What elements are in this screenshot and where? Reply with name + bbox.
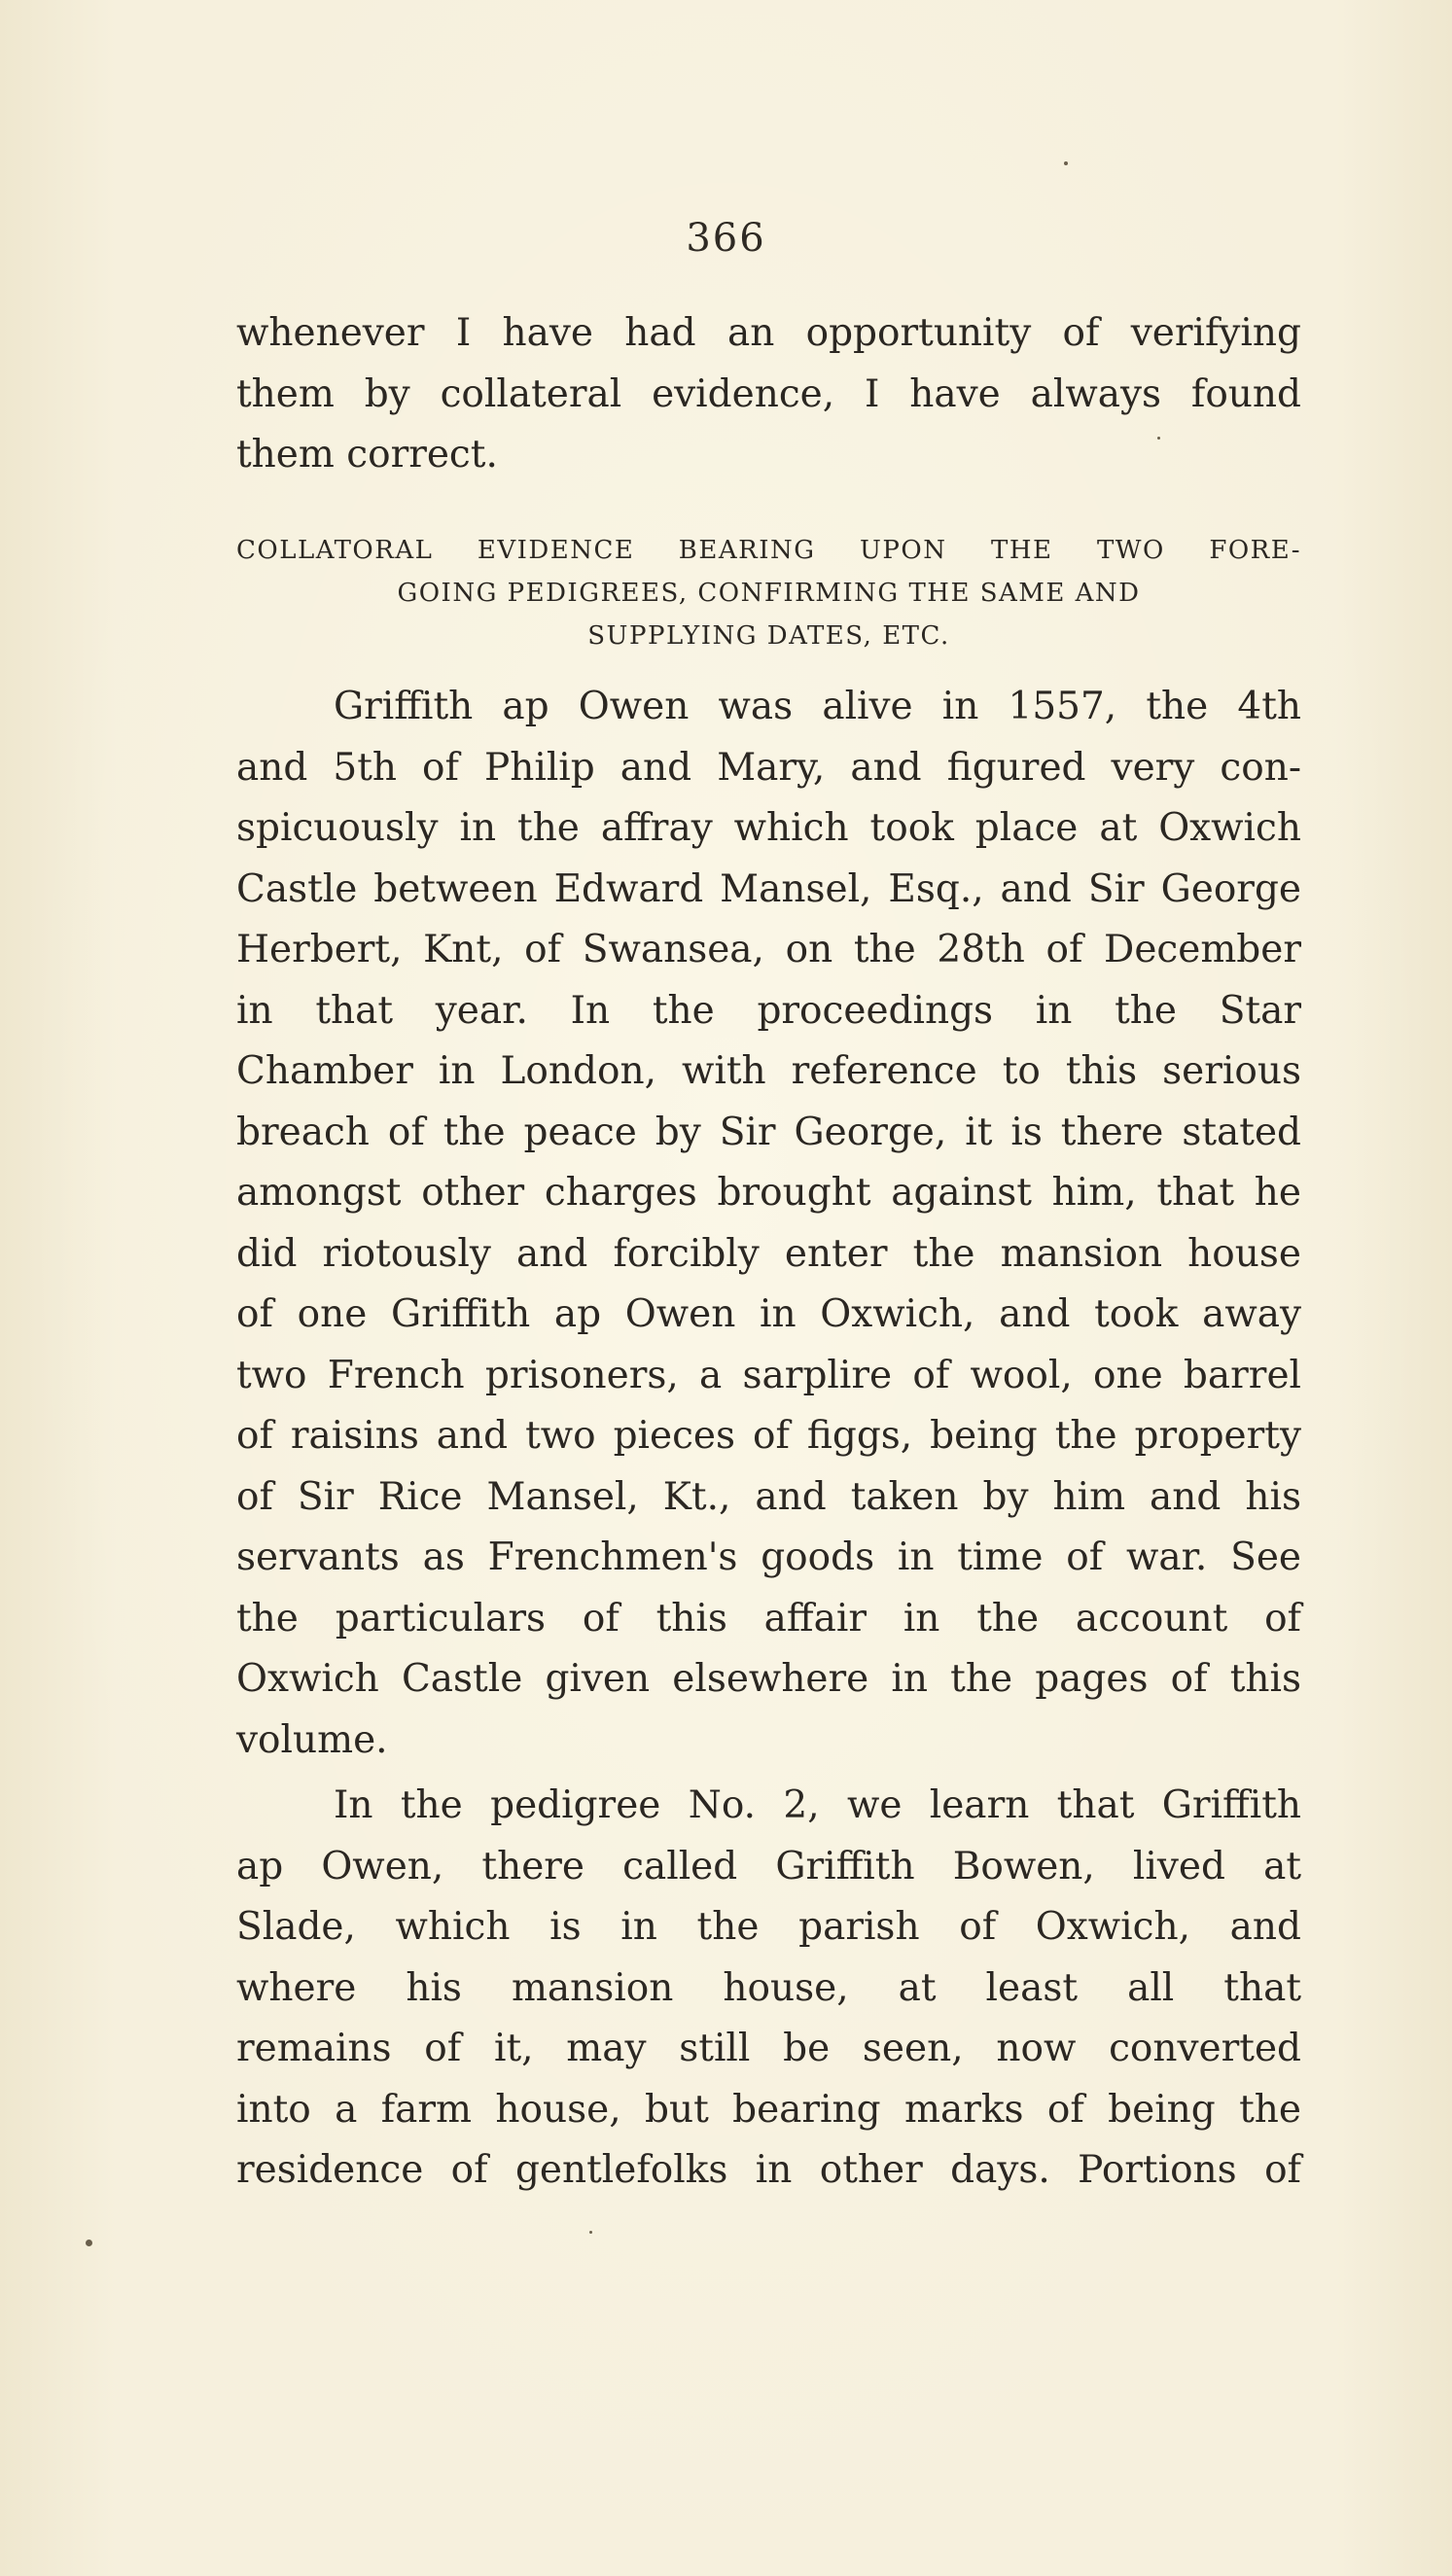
text-line: of Sir Rice Mansel, Kt., and taken by him and his [236,1474,1301,1519]
continuation-paragraph [236,303,1301,486]
text-line: amongst other charges brought against him, that he [236,1171,1301,1215]
paragraph-2 [236,1776,1301,2202]
text-line: of one Griffith ap Owen in Oxwich, and took away [236,1292,1301,1336]
paper-speck [86,2240,92,2246]
text-line: where his mansion house, at least all that [236,1965,1301,2010]
section-heading [236,529,1301,657]
text-line: Oxwich Castle given elsewhere in the pages of this [236,1657,1301,1701]
paper-speck [1157,437,1160,440]
text-line: Chamber in London, with reference to this serious [236,1049,1301,1093]
text-line: them correct. [236,433,498,476]
heading-line: COLLATORAL EVIDENCE BEARING UPON THE TWO FORE- [236,536,1301,565]
heading-line: SUPPLYING DATES, ETC. [587,621,950,651]
text-line: of raisins and two pieces of figgs, being the property [236,1414,1301,1458]
paragraph-1 [236,677,1301,1771]
text-line: volume. [236,1717,388,1762]
text-line: the particulars of this affair in the account of [236,1596,1301,1641]
text-line: Slade, which is in the parish of Oxwich, and [236,1905,1301,1949]
paper-speck [589,2231,592,2234]
text-line: whenever I have had an opportunity of verifying [236,311,1301,355]
text-line: did riotously and forcibly enter the mansion house [236,1231,1301,1276]
text-line: Griffith ap Owen was alive in 1557, the 4th [334,685,1301,728]
text-line: Herbert, Knt, of Swansea, on the 28th of December [236,928,1301,971]
text-line: and 5th of Philip and Mary, and figured very con- [236,745,1301,790]
heading-line: GOING PEDIGREES, CONFIRMING THE SAME AND [397,579,1141,608]
text-line: residence of gentlefolks in other days. Portions of [236,2148,1301,2192]
text-line: remains of it, may still be seen, now converted [236,2027,1301,2070]
paper-speck [1064,161,1068,165]
text-line: breach of the peace by Sir George, it is there stated [236,1110,1301,1154]
page-number: 366 [686,216,766,261]
text-line: in that year. In the proceedings in the Star [236,988,1301,1033]
text-line: servants as Frenchmen's goods in time of war. See [236,1535,1301,1579]
text-line: into a farm house, but bearing marks of being the [236,2087,1301,2132]
text-line: two French prisoners, a sarplire of wool, one barrel [236,1353,1301,1397]
text-line: spicuously in the affray which took place at Oxwich [236,806,1301,850]
text-line: ap Owen, there called Griffith Bowen, lived at [236,1844,1301,1888]
text-line: Castle between Edward Mansel, Esq., and Sir George [236,866,1301,911]
text-line: them by collateral evidence, I have always found [236,371,1301,416]
text-line: In the pedigree No. 2, we learn that Griffith [334,1783,1301,1827]
